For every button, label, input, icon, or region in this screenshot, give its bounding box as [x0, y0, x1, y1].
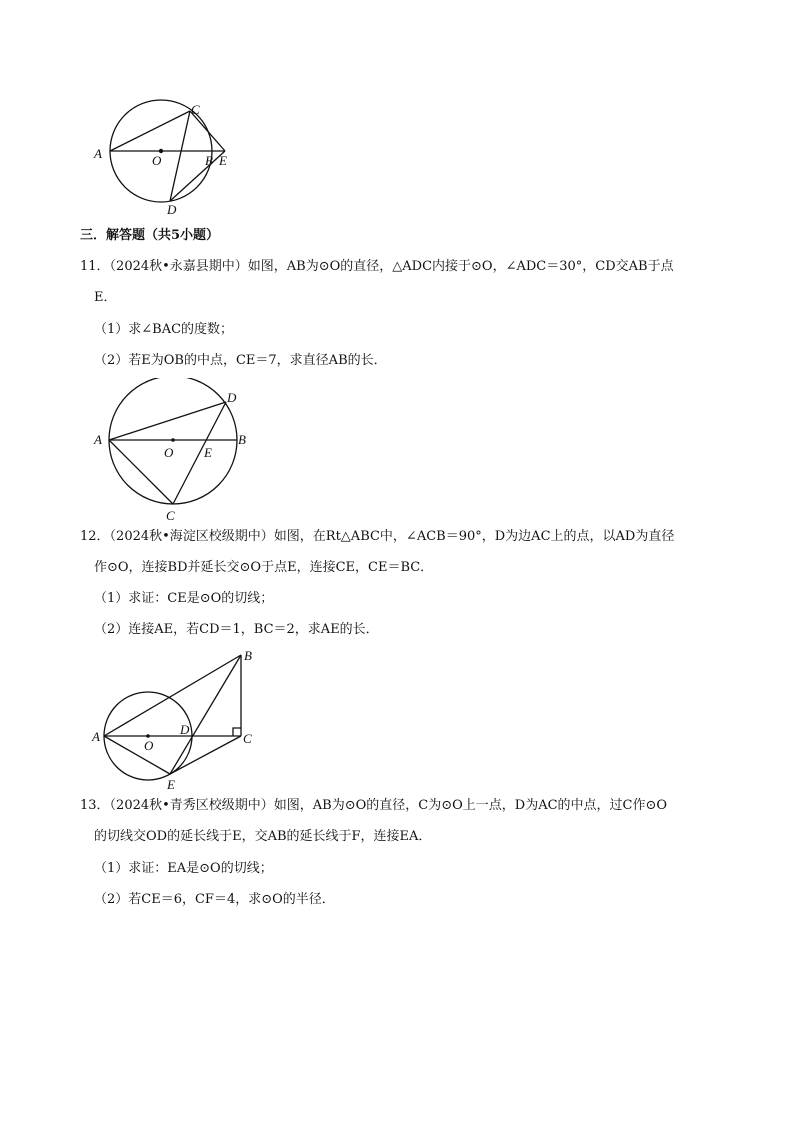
label-b: B	[205, 153, 213, 168]
label-e: E	[219, 153, 227, 168]
segment-ae	[104, 736, 170, 774]
label-e: E	[204, 445, 212, 460]
figure-11-circle-diagram	[88, 378, 268, 528]
label-a: A	[92, 729, 100, 744]
section-title: 三．解答题（共5小题）	[80, 228, 220, 243]
figure-12-circle-diagram	[88, 645, 268, 795]
segment-de	[170, 151, 225, 201]
problem-13-line-2: 的切线交OD的延长线于E，交AB的延长线于F，连接EA．	[94, 829, 432, 844]
segment-cd	[170, 111, 190, 201]
label-d: D	[227, 390, 237, 405]
label-a: A	[94, 432, 102, 447]
segment-ac	[110, 111, 190, 151]
label-o: O	[152, 153, 162, 168]
problem-11-line-2: E．	[94, 290, 117, 305]
problem-12-part-1: （1）求证：CE是⊙O的切线；	[94, 591, 274, 606]
label-b: B	[238, 432, 246, 447]
right-angle-mark	[233, 728, 241, 736]
segment-ab	[104, 655, 241, 736]
label-o: O	[144, 738, 154, 753]
segment-be	[170, 655, 241, 774]
label-b: B	[244, 648, 252, 663]
label-d: D	[180, 722, 190, 737]
label-c: C	[166, 508, 175, 523]
problem-11-line-1: 11．（2024秋•永嘉县期中）如图，AB为⊙O的直径，△ADC内接于⊙O，∠ADC＝30°，CD交AB于点	[80, 259, 674, 274]
segment-ad	[109, 402, 226, 440]
label-c: C	[243, 731, 252, 746]
problem-12-line-2: 作⊙O，连接BD并延长交⊙O于点E，连接CE，CE＝BC．	[94, 560, 434, 575]
problem-13-part-2: （2）若CE＝6，CF＝4，求⊙O的半径．	[94, 892, 335, 907]
label-e: E	[167, 777, 175, 792]
problem-12-line-1: 12．（2024秋•海淀区校级期中）如图，在Rt△ABC中，∠ACB＝90°，D为边AC上的点，以AD为直径	[80, 529, 675, 544]
segment-ce	[190, 111, 225, 151]
label-a: A	[94, 146, 102, 161]
label-c: C	[191, 102, 200, 117]
problem-11-part-1: （1）求∠BAC的度数；	[94, 322, 234, 337]
label-d: D	[167, 202, 177, 217]
figure-10-circle-diagram	[88, 98, 248, 218]
problem-12-part-2: （2）连接AE，若CD＝1，BC＝2，求AE的长．	[94, 622, 379, 637]
problem-13-line-1: 13．（2024秋•青秀区校级期中）如图，AB为⊙O的直径，C为⊙O上一点，D为AC的中点，过C作⊙O	[80, 798, 668, 813]
label-o: O	[164, 445, 174, 460]
problem-13-part-1: （1）求证：EA是⊙O的切线；	[94, 861, 273, 876]
problem-11-part-2: （2）若E为OB的中点，CE＝7，求直径AB的长．	[94, 353, 387, 368]
center-point	[171, 438, 175, 442]
